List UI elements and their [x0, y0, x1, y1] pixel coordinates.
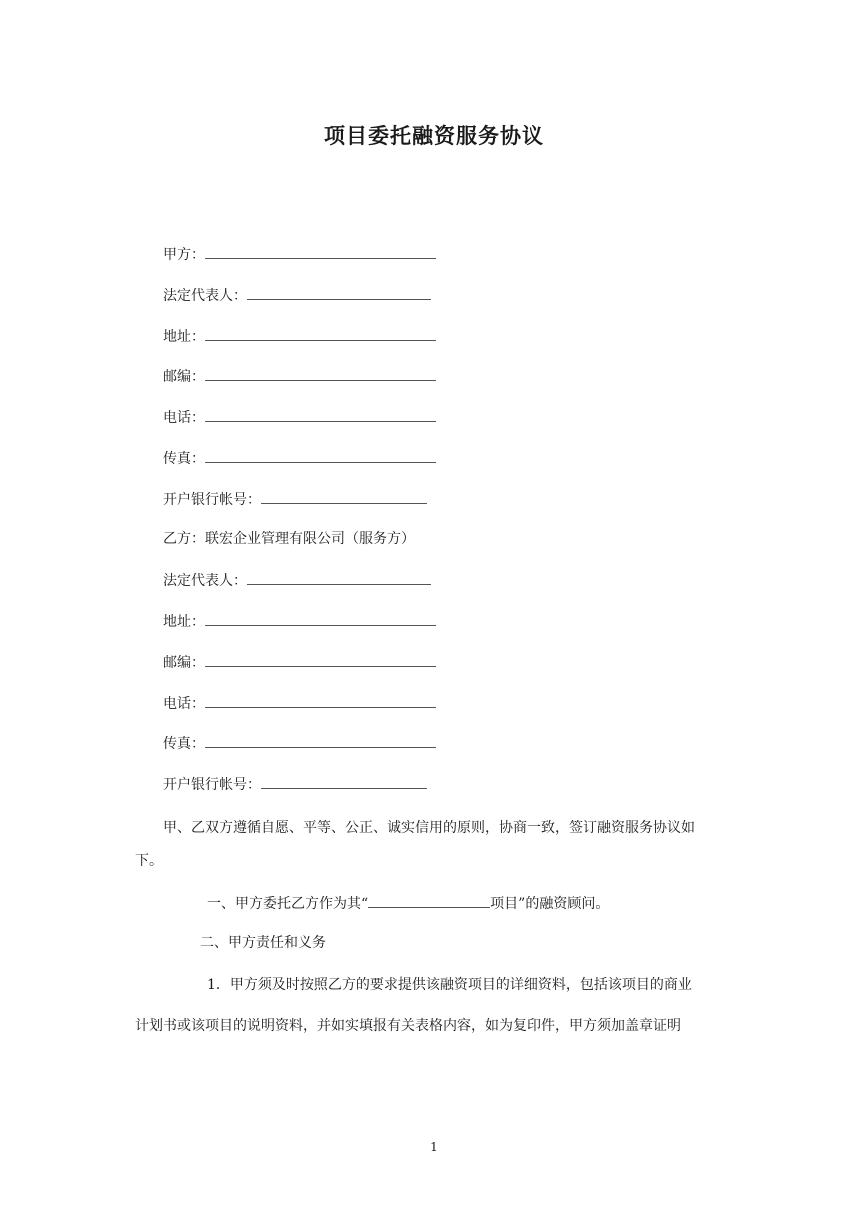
item-1-line-2: 计划书或该项目的说明资料，并如实填报有关表格内容，如为复印件，甲方须加盖章证明	[135, 1018, 681, 1034]
clause-1-text-after: 项目”的融资顾问。	[490, 896, 610, 912]
party-b-postcode-label: 邮编：	[163, 655, 205, 671]
party-b-phone-label: 电话：	[163, 696, 205, 712]
party-a-phone-blank	[205, 407, 436, 422]
party-a-fax-field	[163, 448, 436, 468]
party-a-fax-label: 传真：	[163, 451, 205, 467]
party-a-phone-field	[163, 407, 436, 427]
party-a-name-field	[163, 244, 436, 264]
party-b-postcode-field	[163, 652, 436, 672]
party-b-fax-field	[163, 733, 436, 753]
clause-1	[207, 893, 609, 914]
party-b-bank-blank	[261, 774, 427, 789]
party-b-address-blank	[205, 611, 436, 626]
party-b-phone-blank	[205, 693, 436, 708]
document-title: 项目委托融资服务协议	[324, 124, 544, 148]
item-1-line-1: 1．甲方须及时按照乙方的要求提供该融资项目的详细资料，包括该项目的商业	[207, 977, 692, 993]
party-b-name-field	[163, 529, 415, 549]
party-a-phone-label: 电话：	[163, 410, 205, 426]
project-name-blank	[368, 893, 490, 908]
party-b-rep-label: 法定代表人：	[163, 573, 247, 589]
party-a-bank-field	[163, 489, 427, 509]
party-a-name-label: 甲方：	[163, 247, 205, 263]
party-b-phone-field	[163, 693, 436, 713]
party-a-address-label: 地址：	[163, 329, 205, 345]
clause-1-text-before: 一、甲方委托乙方作为其“	[207, 896, 369, 912]
section-2-heading: 二、甲方责任和义务	[200, 935, 326, 951]
party-b-postcode-blank	[205, 652, 436, 667]
party-b-address-label: 地址：	[163, 614, 205, 630]
party-a-bank-blank	[261, 489, 427, 504]
party-b-address-field	[163, 611, 436, 631]
intro-line-2: 下。	[135, 853, 163, 869]
party-b-bank-label: 开户银行帐号：	[163, 777, 261, 793]
page-number: 1	[430, 1140, 438, 1154]
party-a-rep-field	[163, 285, 431, 305]
party-a-rep-blank	[247, 285, 431, 300]
party-a-bank-label: 开户银行帐号：	[163, 492, 261, 508]
party-a-rep-label: 法定代表人：	[163, 288, 247, 304]
party-a-postcode-blank	[205, 366, 436, 381]
party-a-name-blank	[205, 244, 436, 259]
party-a-fax-blank	[205, 448, 436, 463]
party-b-rep-blank	[247, 570, 431, 585]
party-b-fax-label: 传真：	[163, 736, 205, 752]
party-a-postcode-field	[163, 366, 436, 386]
party-b-rep-field	[163, 570, 431, 590]
party-b-bank-field	[163, 774, 427, 794]
party-b-name-line: 乙方：联宏企业管理有限公司（服务方）	[163, 531, 415, 547]
party-b-fax-blank	[205, 733, 436, 748]
party-a-address-field	[163, 326, 436, 346]
party-a-address-blank	[205, 326, 436, 341]
party-a-postcode-label: 邮编：	[163, 369, 205, 385]
intro-line-1: 甲、乙双方遵循自愿、平等、公正、诚实信用的原则，协商一致，签订融资服务协议如	[163, 820, 695, 836]
